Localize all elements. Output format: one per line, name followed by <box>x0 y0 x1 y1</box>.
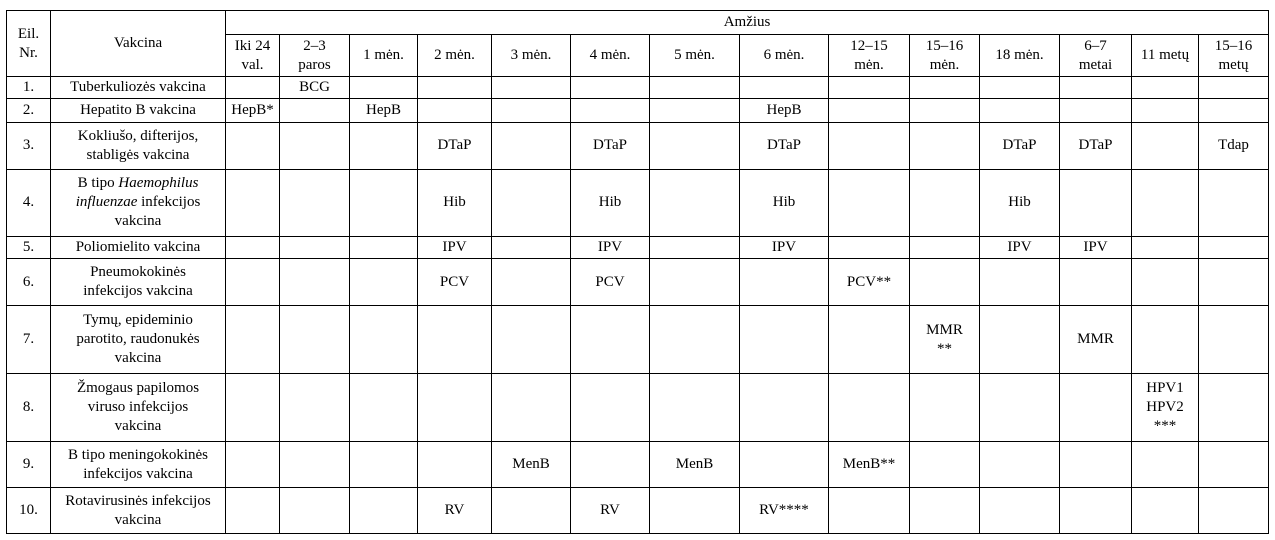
schedule-cell <box>650 236 740 258</box>
vaccine-name <box>51 77 226 99</box>
schedule-cell: RV <box>418 488 492 534</box>
schedule-cell <box>980 99 1060 122</box>
schedule-cell <box>1060 169 1132 236</box>
header-age-col: 5 mėn. <box>650 35 740 77</box>
schedule-cell <box>1132 305 1199 373</box>
schedule-cell <box>829 374 910 442</box>
schedule-cell <box>226 236 280 258</box>
schedule-cell: DTaP <box>1060 122 1132 169</box>
header-no: Eil. Nr. <box>7 11 51 77</box>
schedule-cell <box>650 305 740 373</box>
schedule-cell <box>650 169 740 236</box>
schedule-cell <box>980 305 1060 373</box>
row-number: 1. <box>7 77 51 99</box>
vaccine-name-part: Poliomielito vakcina <box>75 238 201 255</box>
schedule-cell <box>350 259 418 306</box>
schedule-cell <box>650 374 740 442</box>
schedule-cell: HepB <box>740 99 829 122</box>
vaccine-name-part: B tipo meningokokinės infekcijos vakcina <box>68 446 208 482</box>
row-number: 6. <box>7 259 51 306</box>
header-age-col: 1 mėn. <box>350 35 418 77</box>
schedule-cell <box>650 99 740 122</box>
schedule-cell <box>1132 236 1199 258</box>
schedule-cell <box>829 488 910 534</box>
schedule-cell <box>910 488 980 534</box>
schedule-cell <box>571 77 650 99</box>
schedule-cell <box>650 488 740 534</box>
schedule-cell <box>492 259 571 306</box>
schedule-cell: Tdap <box>1199 122 1269 169</box>
schedule-cell <box>492 169 571 236</box>
vaccine-name <box>51 122 226 169</box>
schedule-cell <box>829 236 910 258</box>
schedule-cell: Hib <box>740 169 829 236</box>
header-age-col: 12–15 mėn. <box>829 35 910 77</box>
table-row <box>7 259 1269 306</box>
schedule-cell: Hib <box>571 169 650 236</box>
schedule-cell <box>350 169 418 236</box>
schedule-cell <box>910 374 980 442</box>
schedule-cell <box>280 122 350 169</box>
schedule-cell <box>280 169 350 236</box>
schedule-cell <box>280 99 350 122</box>
schedule-cell: DTaP <box>740 122 829 169</box>
table-row <box>7 488 1269 534</box>
schedule-cell: MenB <box>650 442 740 488</box>
schedule-cell <box>740 305 829 373</box>
schedule-cell <box>418 374 492 442</box>
schedule-cell <box>1199 169 1269 236</box>
schedule-cell <box>980 442 1060 488</box>
schedule-cell <box>980 488 1060 534</box>
vaccine-name-part: Rotavirusinės infekcijos vakcina <box>65 492 211 528</box>
schedule-cell <box>829 305 910 373</box>
vaccine-name-italic-part: Haemophilus influenzae <box>75 175 199 211</box>
table-row <box>7 236 1269 258</box>
schedule-cell <box>910 442 980 488</box>
schedule-cell <box>910 169 980 236</box>
schedule-cell: MMR <box>1060 305 1132 373</box>
schedule-cell: Hib <box>418 169 492 236</box>
schedule-cell <box>980 259 1060 306</box>
schedule-cell <box>280 488 350 534</box>
schedule-cell <box>571 99 650 122</box>
schedule-cell: IPV <box>1060 236 1132 258</box>
table-row <box>7 77 1269 99</box>
schedule-cell <box>226 259 280 306</box>
schedule-cell <box>650 77 740 99</box>
schedule-cell: IPV <box>980 236 1060 258</box>
schedule-cell <box>1199 99 1269 122</box>
schedule-cell: RV <box>571 488 650 534</box>
schedule-cell <box>350 122 418 169</box>
vaccine-name-part: infekcijos vakcina <box>114 194 201 230</box>
schedule-cell <box>226 122 280 169</box>
schedule-cell <box>492 305 571 373</box>
schedule-cell <box>571 305 650 373</box>
schedule-cell <box>1199 259 1269 306</box>
schedule-cell <box>1060 488 1132 534</box>
schedule-cell <box>418 99 492 122</box>
schedule-cell <box>226 488 280 534</box>
vaccine-name <box>51 99 226 122</box>
header-age-col: 3 mėn. <box>492 35 571 77</box>
schedule-cell <box>418 305 492 373</box>
schedule-cell <box>492 374 571 442</box>
schedule-cell <box>980 77 1060 99</box>
header-age-col: 18 mėn. <box>980 35 1060 77</box>
schedule-cell <box>740 259 829 306</box>
schedule-cell <box>829 122 910 169</box>
vaccine-name-part: Pneumokokinės infekcijos vakcina <box>83 264 193 300</box>
schedule-cell <box>418 77 492 99</box>
vaccine-name-part: Žmogaus papilomos viruso infekcijos vakcina <box>76 380 200 435</box>
table-row <box>7 305 1269 373</box>
schedule-cell: MMR ** <box>910 305 980 373</box>
schedule-cell <box>1199 488 1269 534</box>
schedule-cell: PCV <box>571 259 650 306</box>
schedule-cell <box>1199 374 1269 442</box>
vaccine-name <box>51 374 226 442</box>
table-row <box>7 374 1269 442</box>
schedule-cell <box>492 122 571 169</box>
schedule-cell <box>1132 442 1199 488</box>
schedule-cell: HepB <box>350 99 418 122</box>
schedule-cell <box>571 374 650 442</box>
schedule-cell <box>280 259 350 306</box>
schedule-cell <box>829 77 910 99</box>
schedule-cell: DTaP <box>571 122 650 169</box>
schedule-cell <box>650 122 740 169</box>
header-age-col: 4 mėn. <box>571 35 650 77</box>
schedule-cell <box>910 259 980 306</box>
schedule-cell <box>1132 122 1199 169</box>
schedule-cell <box>226 305 280 373</box>
schedule-cell <box>1060 442 1132 488</box>
vaccine-name <box>51 488 226 534</box>
header-vaccine: Vakcina <box>51 11 226 77</box>
schedule-cell: RV**** <box>740 488 829 534</box>
schedule-cell <box>910 236 980 258</box>
vaccine-name-part: Hepatito B vakcina <box>80 102 196 119</box>
schedule-cell <box>1060 77 1132 99</box>
schedule-cell: HepB* <box>226 99 280 122</box>
vaccine-name <box>51 442 226 488</box>
schedule-cell: IPV <box>571 236 650 258</box>
schedule-cell <box>418 442 492 488</box>
table-row <box>7 169 1269 236</box>
header-age-col: 6 mėn. <box>740 35 829 77</box>
schedule-cell <box>1132 77 1199 99</box>
schedule-cell <box>350 77 418 99</box>
schedule-cell <box>910 122 980 169</box>
table-row <box>7 442 1269 488</box>
schedule-cell <box>1060 374 1132 442</box>
schedule-cell <box>829 169 910 236</box>
schedule-cell: HPV1 HPV2 *** <box>1132 374 1199 442</box>
schedule-cell <box>1199 305 1269 373</box>
schedule-cell: PCV <box>418 259 492 306</box>
schedule-cell <box>1199 442 1269 488</box>
schedule-cell <box>226 442 280 488</box>
schedule-cell <box>1199 77 1269 99</box>
schedule-cell <box>280 305 350 373</box>
schedule-cell <box>350 488 418 534</box>
schedule-cell: PCV** <box>829 259 910 306</box>
schedule-cell <box>280 442 350 488</box>
schedule-cell <box>650 259 740 306</box>
row-number: 5. <box>7 236 51 258</box>
schedule-cell <box>280 374 350 442</box>
vaccine-name <box>51 259 226 306</box>
table-row <box>7 99 1269 122</box>
schedule-cell <box>492 99 571 122</box>
vaccine-name-part: Tuberkuliozės vakcina <box>70 79 206 96</box>
table-row <box>7 122 1269 169</box>
schedule-cell: IPV <box>740 236 829 258</box>
schedule-cell <box>571 442 650 488</box>
schedule-cell: DTaP <box>418 122 492 169</box>
header-age: Amžius <box>226 11 1269 35</box>
schedule-cell: Hib <box>980 169 1060 236</box>
schedule-cell <box>492 236 571 258</box>
row-number: 2. <box>7 99 51 122</box>
row-number: 8. <box>7 374 51 442</box>
vaccination-schedule-table <box>6 10 1269 534</box>
schedule-cell <box>226 77 280 99</box>
vaccine-name <box>51 169 226 236</box>
schedule-cell <box>740 442 829 488</box>
schedule-cell <box>492 77 571 99</box>
schedule-cell <box>350 305 418 373</box>
schedule-cell: MenB <box>492 442 571 488</box>
schedule-cell <box>226 169 280 236</box>
vaccine-name-part: Tymų, epideminio parotito, raudonukės vakcina <box>76 312 200 367</box>
schedule-cell <box>980 374 1060 442</box>
schedule-cell: BCG <box>280 77 350 99</box>
header-age-col: Iki 24 val. <box>226 35 280 77</box>
schedule-cell <box>1060 259 1132 306</box>
schedule-cell <box>829 99 910 122</box>
header-age-col: 11 metų <box>1132 35 1199 77</box>
schedule-cell <box>1132 99 1199 122</box>
header-age-col: 6–7 metai <box>1060 35 1132 77</box>
row-number: 4. <box>7 169 51 236</box>
schedule-cell <box>350 442 418 488</box>
schedule-cell <box>350 236 418 258</box>
schedule-cell <box>1132 259 1199 306</box>
row-number: 7. <box>7 305 51 373</box>
schedule-cell: DTaP <box>980 122 1060 169</box>
schedule-cell: IPV <box>418 236 492 258</box>
vaccine-name <box>51 305 226 373</box>
vaccine-name-part: Kokliušo, difterijos, stabligės vakcina <box>77 127 199 163</box>
row-number: 9. <box>7 442 51 488</box>
schedule-cell <box>1060 99 1132 122</box>
schedule-cell: MenB** <box>829 442 910 488</box>
row-number: 3. <box>7 122 51 169</box>
schedule-cell <box>740 77 829 99</box>
header-age-col: 2 mėn. <box>418 35 492 77</box>
schedule-cell <box>280 236 350 258</box>
schedule-cell <box>226 374 280 442</box>
schedule-cell <box>1132 488 1199 534</box>
header-age-col: 15–16 mėn. <box>910 35 980 77</box>
schedule-cell <box>740 374 829 442</box>
row-number: 10. <box>7 488 51 534</box>
schedule-cell <box>1132 169 1199 236</box>
schedule-cell <box>910 99 980 122</box>
header-age-col: 2–3 paros <box>280 35 350 77</box>
schedule-cell <box>492 488 571 534</box>
schedule-cell <box>1199 236 1269 258</box>
vaccine-name <box>51 236 226 258</box>
header-age-col: 15–16 metų <box>1199 35 1269 77</box>
vaccine-name-part: B tipo <box>77 175 119 192</box>
schedule-cell <box>350 374 418 442</box>
schedule-cell <box>910 77 980 99</box>
